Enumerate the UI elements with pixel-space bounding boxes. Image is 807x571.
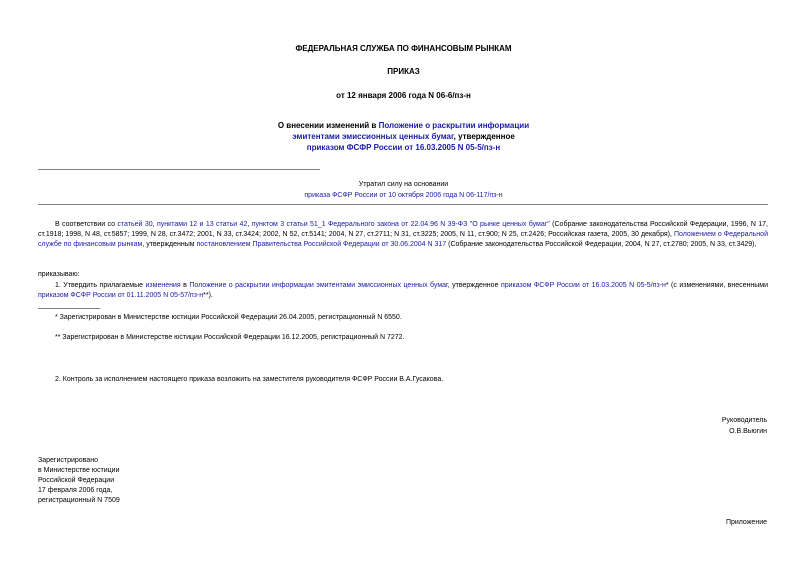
link-fsfr-regulation[interactable]: Положением о Федеральной службе по финансовым рынкам	[38, 231, 768, 248]
signature-name: О.В.Вьюгин	[729, 428, 767, 435]
footnote-2: ** Зарегистрирован в Министерстве юстиции Российской Федерации 16.12.2005, регистрационный N 7272.	[55, 334, 405, 341]
status-block	[0, 191, 807, 201]
item-1-text: , утвержденное	[447, 282, 501, 289]
signature-role: Руководитель	[721, 417, 767, 424]
title-link-regulation[interactable]: Положение о раскрытии информации	[378, 121, 530, 130]
link-article-42[interactable]: пунктами 12 и 13 статьи 42	[156, 221, 248, 228]
preamble-text: ,	[152, 221, 157, 228]
item-1-text: в	[180, 282, 190, 289]
link-article-30[interactable]: статьей 30	[117, 221, 153, 228]
preamble-text: , утвержденным	[142, 241, 197, 248]
title-line2-rest: , утвержденное	[453, 132, 515, 141]
registration-line: регистрационный N 7509	[38, 497, 120, 504]
registration-line: 17 февраля 2006 года,	[38, 487, 113, 494]
title-link-order[interactable]: приказом ФСФР России от 16.03.2005 N 05-5/пз-н	[306, 143, 501, 152]
divider-status	[38, 204, 768, 205]
link-order-05-57[interactable]: приказом ФСФР России от 01.11.2005 N 05-57/пз-н	[38, 292, 204, 299]
preamble-text: В соответствии со	[55, 221, 118, 228]
registration-line: Зарегистрировано	[38, 457, 98, 464]
appendix-label: Приложение	[725, 519, 767, 526]
registration-line: в Министерстве юстиции	[38, 467, 120, 474]
footnote-divider	[38, 308, 100, 309]
link-government-resolution[interactable]: постановлением Правительства Российской Федерации от 30.06.2004 N 317	[196, 241, 447, 248]
item-2-paragraph: 2. Контроль за исполнением настоящего приказа возложить на заместителя руководителя ФСФР России В.А.Гусакова.	[55, 376, 444, 383]
doc-type: ПРИКАЗ	[387, 67, 420, 76]
item-1-text: **).	[203, 292, 213, 299]
preamble-paragraph	[38, 220, 768, 250]
item-1-text: * (с изменениями, внесенными	[665, 282, 768, 289]
preamble-text: (Собрание законодательства Российской Федерации, 1996, N 17, ст.1918; 1998, N 48, ст.5857; 1999, N 28, ст.3472; 2001, N 33, ст.3424; 2002, N 52, ст.5141; 2004, N 27, ст.2711; N 31, ст.3225; 2005, N 11, ст.900; N 25, ст.2426; Российская газета, 2005, 30 декабря),	[38, 221, 768, 238]
link-article-51-1[interactable]: пунктом 3 статьи 51_1	[251, 221, 326, 228]
title-link-issuers[interactable]: эмитентами эмиссионных ценных бумаг	[292, 132, 454, 141]
link-federal-law[interactable]: Федерального закона от 22.04.96 N 39-ФЗ "О рынке ценных бумаг"	[327, 221, 550, 228]
registration-line: Российской Федерации	[38, 477, 115, 484]
link-changes[interactable]: изменения	[145, 282, 181, 289]
agency-name: ФЕДЕРАЛЬНАЯ СЛУЖБА ПО ФИНАНСОВЫМ РЫНКАМ	[295, 44, 512, 53]
preamble-text: ,	[247, 221, 252, 228]
preamble-text: (Собрание законодательства Российской Федерации, 2004, N 27, ст.2780; 2005, N 33, ст.3429),	[446, 241, 757, 248]
order-word: приказываю:	[38, 271, 80, 278]
registration-block	[38, 456, 120, 506]
footnote-1: * Зарегистрирован в Министерстве юстиции Российской Федерации 26.04.2005, регистрационный N 6550.	[55, 314, 402, 321]
title-prefix: О внесении изменений в	[277, 121, 379, 130]
item-1-text: 1. Утвердить прилагаемые	[55, 282, 146, 289]
doc-title	[0, 120, 807, 153]
status-label: Утратил силу на основании	[358, 181, 449, 188]
doc-date-number: от 12 января 2006 года N 06-6/пз-н	[336, 91, 471, 100]
divider-top	[38, 169, 320, 170]
item-1-paragraph	[38, 281, 768, 301]
status-link[interactable]: приказа ФСФР России от 10 октября 2006 года N 06-117/пз-н	[304, 192, 503, 199]
link-order-05-5[interactable]: приказом ФСФР России от 16.03.2005 N 05-5/пз-н	[500, 282, 666, 289]
link-disclosure-regulation[interactable]: Положение о раскрытии информации эмитентами эмиссионных ценных бумаг	[189, 282, 448, 289]
